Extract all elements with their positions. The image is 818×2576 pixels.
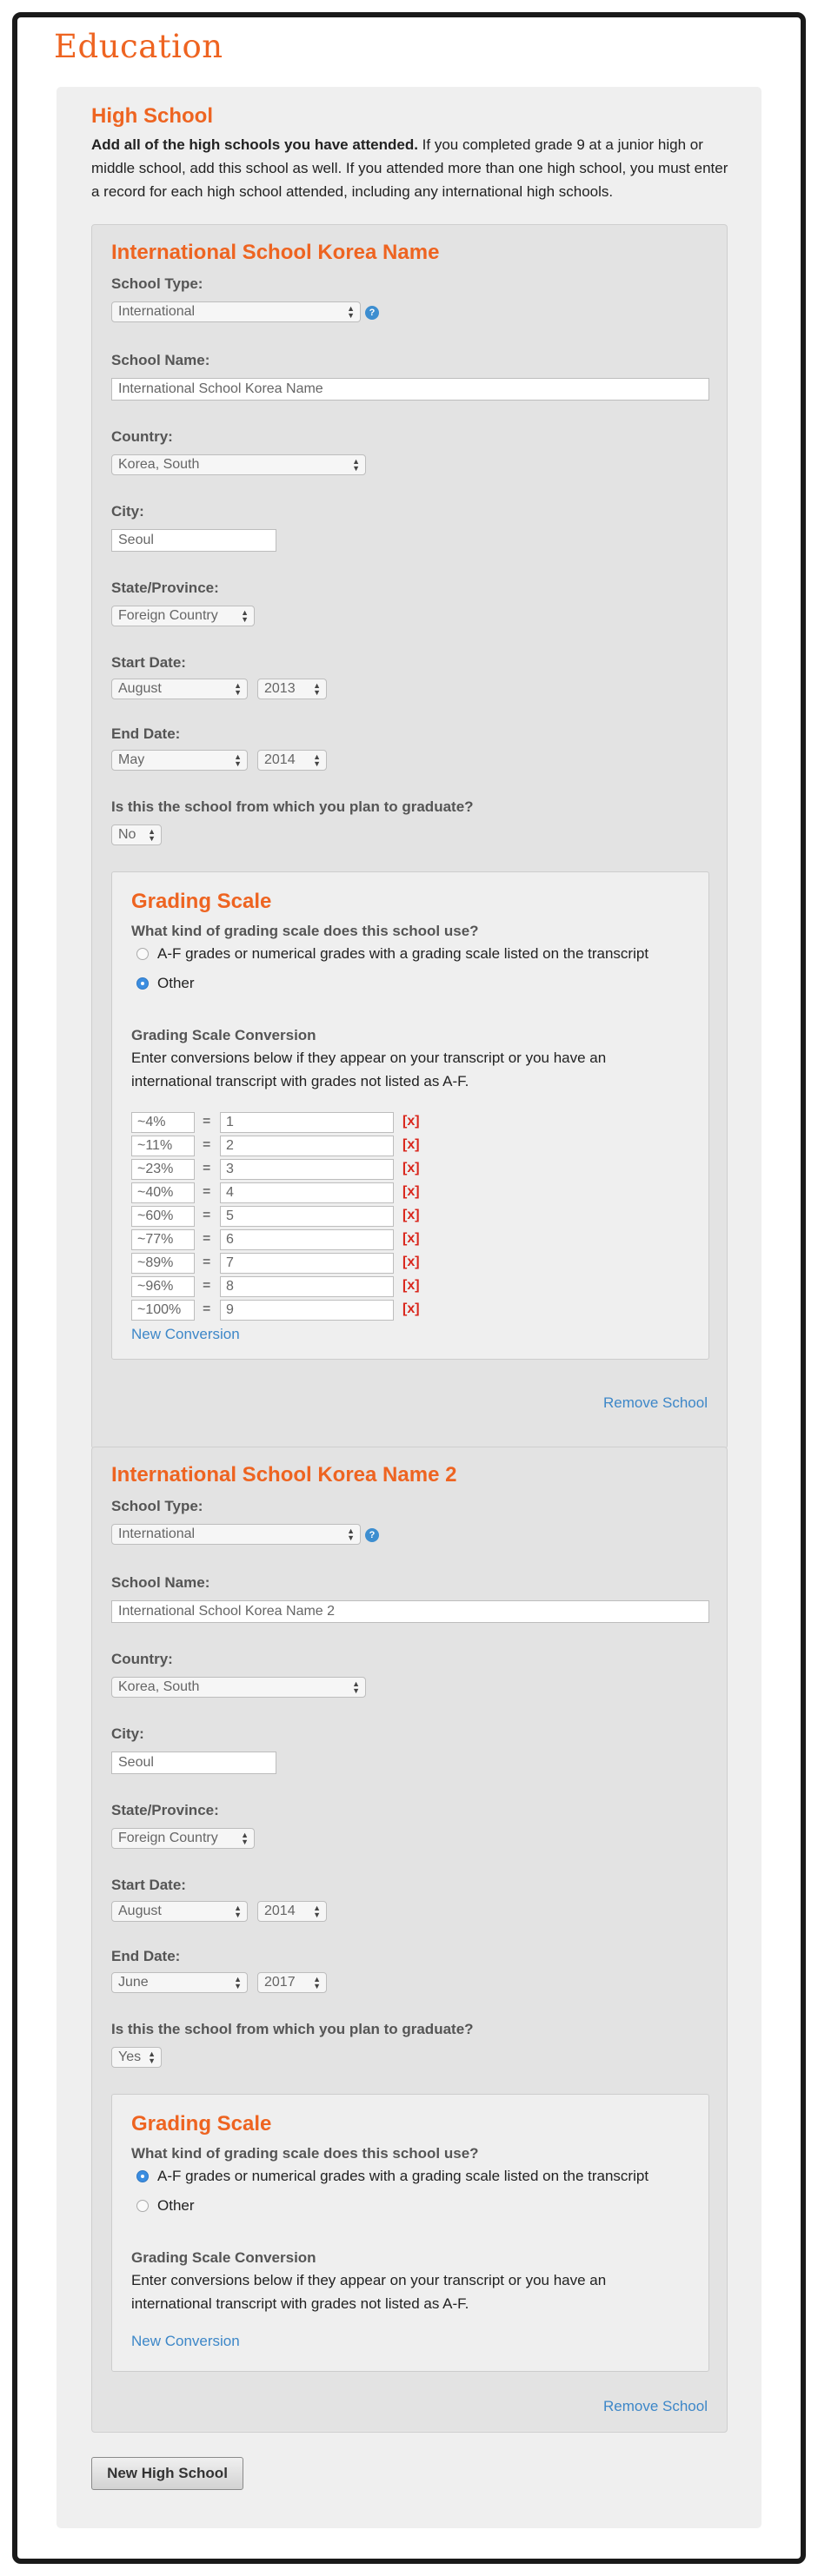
school-name-input[interactable]: International School Korea Name <box>111 378 709 401</box>
country-label: Country: <box>111 1651 173 1667</box>
new-conversion-link[interactable]: New Conversion <box>131 2333 240 2349</box>
state-label: State/Province: <box>111 1802 219 1818</box>
radio-option-af[interactable] <box>136 945 648 963</box>
conversion-to-input[interactable]: 9 <box>220 1300 394 1321</box>
conversion-to-input[interactable]: 1 <box>220 1112 394 1133</box>
radio-label: A-F grades or numerical grades with a grading scale listed on the transcript <box>157 2168 649 2184</box>
remove-school-link[interactable]: Remove School <box>602 2398 708 2414</box>
school-name-label: School Name: <box>111 352 210 368</box>
graduate-question: Is this the school from which you plan to graduate? <box>111 798 474 815</box>
conversion-title: Grading Scale Conversion <box>131 2249 316 2266</box>
equals-sign: = <box>203 1161 211 1175</box>
grading-scale-title: Grading Scale <box>131 890 272 913</box>
delete-conversion-button[interactable]: [x] <box>402 1184 420 1199</box>
start-date-label: Start Date: <box>111 654 186 671</box>
school-card-title: International School Korea Name 2 <box>111 1463 457 1487</box>
city-label: City: <box>111 1725 144 1742</box>
radio-checked-icon <box>136 2170 149 2182</box>
start-date-label: Start Date: <box>111 1877 186 1893</box>
remove-school-link[interactable]: Remove School <box>602 1394 708 1411</box>
delete-conversion-button[interactable]: [x] <box>402 1255 420 1269</box>
school-type-select[interactable] <box>111 301 361 322</box>
select-arrows-icon: ▲ ▼ <box>313 681 321 697</box>
select-arrows-icon: ▲ ▼ <box>347 304 355 320</box>
end-date-label: End Date: <box>111 1948 181 1964</box>
select-arrows-icon: ▲ ▼ <box>313 752 321 768</box>
start-year-select[interactable] <box>257 1901 327 1922</box>
school-type-value: International <box>118 304 196 319</box>
equals-sign: = <box>203 1255 211 1269</box>
school-type-select[interactable] <box>111 1524 361 1545</box>
select-arrows-icon: ▲ ▼ <box>347 1526 355 1542</box>
delete-conversion-button[interactable]: [x] <box>402 1137 420 1152</box>
graduate-question: Is this the school from which you plan to graduate? <box>111 2021 474 2037</box>
country-value: Korea, South <box>118 1679 200 1694</box>
equals-sign: = <box>203 1231 211 1246</box>
new-high-school-button[interactable]: New High School <box>91 2457 243 2490</box>
state-label: State/Province: <box>111 579 219 596</box>
select-arrows-icon: ▲ ▼ <box>352 457 360 473</box>
conversion-from-input[interactable]: ~100% <box>131 1300 195 1321</box>
conversion-description: Enter conversions below if they appear on your transcript or you have an international transcript with grades not listed as A-F. <box>131 1050 607 1089</box>
select-arrows-icon: ▲ ▼ <box>234 1904 242 1919</box>
delete-conversion-button[interactable]: [x] <box>402 1114 420 1129</box>
country-label: Country: <box>111 428 173 445</box>
select-arrows-icon: ▲ ▼ <box>241 608 249 624</box>
school-type-label: School Type: <box>111 1498 203 1514</box>
start-month-value: August <box>118 1904 162 1918</box>
grading-scale-question: What kind of grading scale does this school use? <box>131 923 479 939</box>
select-arrows-icon: ▲ ▼ <box>241 1831 249 1846</box>
conversion-to-input[interactable]: 6 <box>220 1229 394 1250</box>
radio-checked-icon <box>136 977 149 990</box>
conversion-from-input[interactable]: ~96% <box>131 1276 195 1297</box>
grading-scale-question: What kind of grading scale does this school use? <box>131 2145 479 2162</box>
radio-unchecked-icon <box>136 948 149 960</box>
equals-sign: = <box>203 1137 211 1152</box>
end-year-select[interactable] <box>257 750 327 771</box>
equals-sign: = <box>203 1114 211 1129</box>
city-input[interactable]: Seoul <box>111 1752 276 1774</box>
radio-option-af[interactable] <box>136 2168 648 2185</box>
conversion-row <box>131 1276 444 1297</box>
school-type-label: School Type: <box>111 275 203 292</box>
state-select[interactable] <box>111 1828 255 1849</box>
section-intro <box>91 133 735 203</box>
conversion-from-input[interactable]: ~89% <box>131 1253 195 1274</box>
new-conversion-link[interactable]: New Conversion <box>131 1326 240 1342</box>
conversion-from-input[interactable]: ~11% <box>131 1136 195 1156</box>
intro-bold: Add all of the high schools you have attended. <box>91 136 418 153</box>
end-month-select[interactable] <box>111 750 248 771</box>
conversion-row <box>131 1206 444 1227</box>
conversion-to-input[interactable]: 4 <box>220 1182 394 1203</box>
select-arrows-icon: ▲ ▼ <box>234 681 242 697</box>
delete-conversion-button[interactable]: [x] <box>402 1161 420 1175</box>
conversion-to-input[interactable]: 2 <box>220 1136 394 1156</box>
state-select[interactable] <box>111 606 255 626</box>
equals-sign: = <box>203 1278 211 1293</box>
radio-unchecked-icon <box>136 2200 149 2212</box>
start-month-value: August <box>118 681 162 696</box>
equals-sign: = <box>203 1301 211 1316</box>
end-year-value: 2014 <box>264 752 296 767</box>
school-name-label: School Name: <box>111 1574 210 1591</box>
state-value: Foreign Country <box>118 608 218 623</box>
end-month-select[interactable] <box>111 1972 248 1993</box>
section-title: High School <box>91 104 213 128</box>
city-input[interactable]: Seoul <box>111 529 276 552</box>
equals-sign: = <box>203 1184 211 1199</box>
select-arrows-icon: ▲ ▼ <box>234 752 242 768</box>
select-arrows-icon: ▲ ▼ <box>313 1975 321 1990</box>
conversion-to-input[interactable]: 3 <box>220 1159 394 1180</box>
graduate-select[interactable] <box>111 824 162 845</box>
help-icon[interactable]: ? <box>365 306 379 320</box>
country-select[interactable] <box>111 454 366 475</box>
delete-conversion-button[interactable]: [x] <box>402 1278 420 1293</box>
radio-label: Other <box>157 2197 195 2214</box>
conversion-row <box>131 1159 444 1180</box>
conversion-title: Grading Scale Conversion <box>131 1027 316 1043</box>
start-month-select[interactable] <box>111 1901 248 1922</box>
select-arrows-icon: ▲ ▼ <box>313 1904 321 1919</box>
school-card-1 <box>91 224 728 1449</box>
select-arrows-icon: ▲ ▼ <box>234 1975 242 1990</box>
conversion-description: Enter conversions below if they appear on your transcript or you have an international transcript with grades not listed as A-F. <box>131 2272 607 2312</box>
delete-conversion-button[interactable]: [x] <box>402 1301 420 1316</box>
intro-text: If you completed grade 9 at a junior high or middle school, add this school as well. If you attended more than one high school, you must enter a record for each high school attended, including any international high schools. <box>91 136 728 200</box>
end-month-value: June <box>118 1975 149 1990</box>
grading-scale-box <box>111 871 709 1360</box>
graduate-select[interactable] <box>111 2047 162 2068</box>
radio-option-other[interactable] <box>136 2197 195 2215</box>
equals-sign: = <box>203 1208 211 1222</box>
conversion-row <box>131 1253 444 1274</box>
select-arrows-icon: ▲ ▼ <box>352 1679 360 1695</box>
graduate-value: Yes <box>118 2050 142 2064</box>
radio-label: Other <box>157 975 195 991</box>
end-date-label: End Date: <box>111 725 181 742</box>
help-icon[interactable]: ? <box>365 1528 379 1542</box>
school-name-input[interactable]: International School Korea Name 2 <box>111 1600 709 1623</box>
country-value: Korea, South <box>118 457 200 472</box>
select-arrows-icon: ▲ ▼ <box>148 827 156 843</box>
conversion-from-input[interactable]: ~60% <box>131 1206 195 1227</box>
city-label: City: <box>111 503 144 520</box>
end-month-value: May <box>118 752 145 767</box>
radio-option-other[interactable] <box>136 975 195 992</box>
delete-conversion-button[interactable]: [x] <box>402 1231 420 1246</box>
conversion-from-input[interactable]: ~23% <box>131 1159 195 1180</box>
grading-scale-box <box>111 2094 709 2372</box>
conversion-row <box>131 1112 444 1133</box>
start-month-select[interactable] <box>111 679 248 699</box>
delete-conversion-button[interactable]: [x] <box>402 1208 420 1222</box>
start-year-value: 2014 <box>264 1904 296 1918</box>
state-value: Foreign Country <box>118 1831 218 1845</box>
conversion-from-input[interactable]: ~77% <box>131 1229 195 1250</box>
country-select[interactable] <box>111 1677 366 1698</box>
page-title: Education <box>54 28 223 65</box>
conversion-to-input[interactable]: 7 <box>220 1253 394 1274</box>
end-year-value: 2017 <box>264 1975 296 1990</box>
school-type-value: International <box>118 1526 196 1541</box>
conversion-row <box>131 1300 444 1321</box>
grading-scale-title: Grading Scale <box>131 2112 272 2136</box>
graduate-value: No <box>118 827 136 842</box>
radio-label: A-F grades or numerical grades with a grading scale listed on the transcript <box>157 945 649 962</box>
conversion-from-input[interactable]: ~40% <box>131 1182 195 1203</box>
start-year-value: 2013 <box>264 681 296 696</box>
school-card-2 <box>91 1447 728 2433</box>
select-arrows-icon: ▲ ▼ <box>148 2050 156 2065</box>
start-year-select[interactable] <box>257 679 327 699</box>
conversion-row <box>131 1182 444 1203</box>
school-card-title: International School Korea Name <box>111 241 440 264</box>
conversion-from-input[interactable]: ~4% <box>131 1112 195 1133</box>
conversion-row <box>131 1229 444 1250</box>
conversion-to-input[interactable]: 8 <box>220 1276 394 1297</box>
conversion-row <box>131 1136 444 1156</box>
conversion-to-input[interactable]: 5 <box>220 1206 394 1227</box>
end-year-select[interactable] <box>257 1972 327 1993</box>
